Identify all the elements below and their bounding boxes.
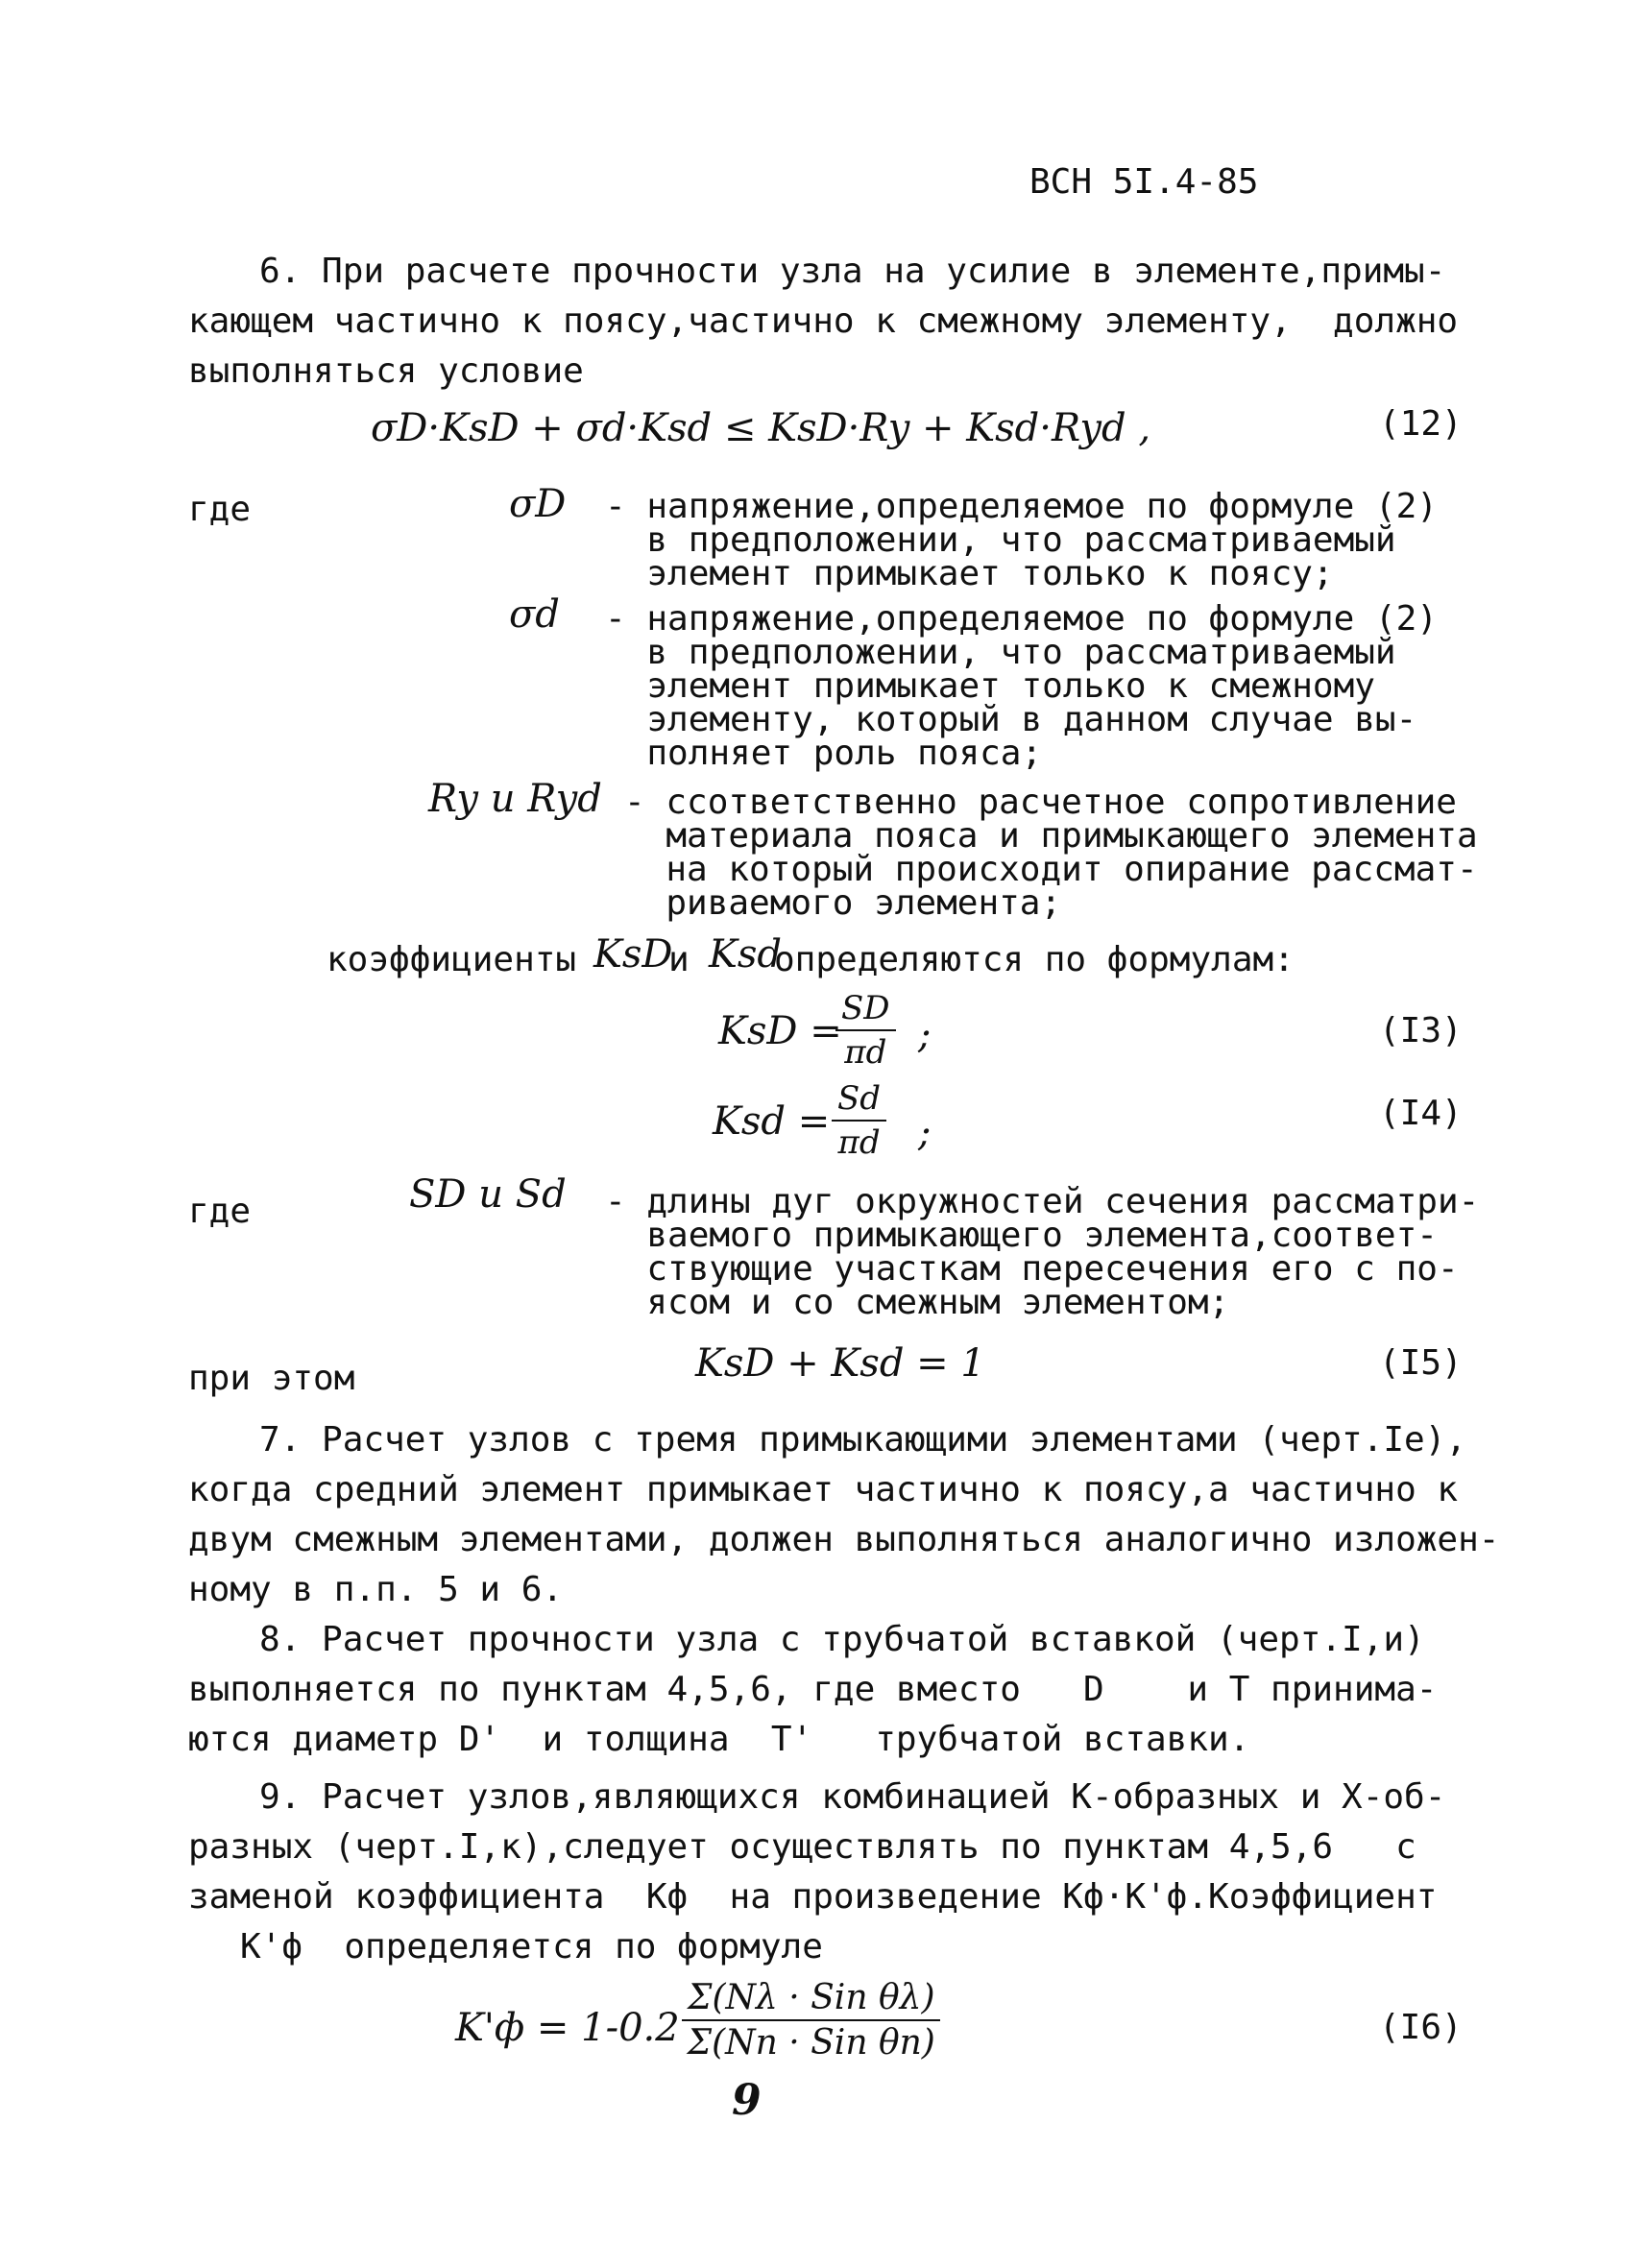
symbol-sigma-d: σd [509, 592, 560, 637]
def-sigma-D-line-1: - напряжение,определяемое по формуле (2) [605, 487, 1438, 526]
p6-line-1: 6. При расчете прочности узла на усилие в элементе,примы- [259, 252, 1446, 291]
def-sigma-d-line-4: элементу, который в данном случае вы- [605, 700, 1417, 739]
p9-line-2: разных (черт.I,к),следует осуществлять по пунктам 4,5,6 с [188, 1827, 1416, 1867]
def-S-line-3: ствующие участкам пересечения его с по- [605, 1249, 1459, 1289]
p8-line-3: ются диаметр D' и толщина T' трубчатой вставки. [188, 1720, 1250, 1759]
equation-16-numerator: Σ(Nλ · Sin θλ) [682, 1978, 940, 2021]
def-sigma-D-line-2: в предположении, что рассматриваемый [605, 520, 1396, 560]
def-S-line-4: ясом и со смежным элементом; [605, 1283, 1230, 1322]
def-Ry-line-1: - ссответственно расчетное сопротивление [624, 783, 1457, 822]
coef-pre: коэффициенты [327, 940, 577, 979]
coef-Ksd: Ksd [709, 932, 783, 977]
p9-line-4: K'ф определяется по формуле [240, 1927, 823, 1966]
coef-KsD: KsD [593, 932, 673, 977]
def-sigma-d-line-2: в предположении, что рассматриваемый [605, 633, 1396, 672]
p6-line-3: выполняться условие [188, 351, 584, 391]
equation-14-numerator: Sd [832, 1079, 886, 1122]
where-label-2: где [188, 1192, 252, 1231]
coef-post: определяются по формулам: [774, 940, 1295, 979]
equation-15-number: (I5) [1379, 1343, 1463, 1383]
p9-line-3: заменой коэффициента Kф на произведение Kф·K'ф.Коэффициент [188, 1877, 1438, 1917]
p7-line-1: 7. Расчет узлов с тремя примыкающими элементами (черт.Iе), [259, 1420, 1467, 1460]
equation-14-denominator: πd [837, 1123, 881, 1162]
symbol-Ry-Ryd: Ry и Ryd [428, 777, 602, 821]
equation-15: KsD + Ksd = 1 [695, 1341, 985, 1386]
def-Ry-line-4: риваемого элемента; [624, 883, 1062, 923]
p7-line-3: двум смежным элементами, должен выполняться аналогично изложен- [188, 1520, 1500, 1559]
equation-13-tail: ; [918, 1013, 932, 1057]
equation-13-fraction [835, 989, 896, 1072]
eq15-pre: при этом [188, 1359, 355, 1398]
equation-13-denominator: πd [844, 1033, 887, 1072]
equation-16-denominator: Σ(Nn · Sin θn) [687, 2023, 935, 2063]
symbol-SD-Sd: SD и Sd [409, 1172, 567, 1217]
def-sigma-d-line-5: полняет роль пояса; [605, 734, 1043, 773]
def-sigma-d-line-3: элемент примыкает только к смежному [605, 666, 1375, 706]
equation-13-numerator: SD [835, 989, 896, 1031]
p7-line-4: ному в п.п. 5 и 6. [188, 1570, 564, 1609]
document-code: ВСН 5I.4-85 [1029, 162, 1259, 202]
p8-line-2: выполняется по пунктам 4,5,6, где вместо D и T принима- [188, 1670, 1438, 1709]
equation-14-fraction [832, 1079, 886, 1162]
equation-13-number: (I3) [1379, 1011, 1463, 1050]
symbol-sigma-D: σD [509, 482, 567, 526]
p8-line-1: 8. Расчет прочности узла с трубчатой вставкой (черт.I,и) [259, 1620, 1425, 1659]
def-sigma-D-line-3: элемент примыкает только к поясу; [605, 554, 1334, 593]
equation-16-fraction [682, 1978, 940, 2063]
equation-14-number: (I4) [1379, 1094, 1463, 1133]
p6-line-2: кающем частично к поясу,частично к смежному элементу, должно [188, 302, 1459, 341]
def-S-line-1: - длины дуг окружностей сечения рассматри- [605, 1182, 1480, 1221]
p9-line-1: 9. Расчет узлов,являющихся комбинацией К-образных и Х-об- [259, 1777, 1446, 1817]
def-sigma-d-line-1: - напряжение,определяемое по формуле (2) [605, 599, 1438, 639]
equation-12: σD·KsD + σd·Ksd ≤ KsD·Ry + Ksd·Ryd , [371, 406, 1151, 450]
equation-14-tail: ; [918, 1111, 932, 1155]
p7-line-2: когда средний элемент примыкает частично к поясу,а частично к [188, 1470, 1459, 1509]
where-label-1: где [188, 490, 252, 529]
equation-12-number: (12) [1379, 404, 1463, 444]
def-Ry-line-2: материала пояса и примыкающего элемента [624, 816, 1478, 856]
coef-and: и [668, 940, 690, 979]
page-number: 9 [732, 2076, 762, 2125]
equation-16-lhs: K'ф = 1-0.2 [455, 2006, 680, 2050]
def-Ry-line-3: на который происходит опирание рассмат- [624, 850, 1478, 889]
def-S-line-2: ваемого примыкающего элемента,соответ- [605, 1216, 1438, 1255]
equation-13-lhs: KsD = [718, 1009, 842, 1053]
equation-16-number: (I6) [1379, 2008, 1463, 2047]
equation-14-lhs: Ksd = [713, 1099, 831, 1144]
